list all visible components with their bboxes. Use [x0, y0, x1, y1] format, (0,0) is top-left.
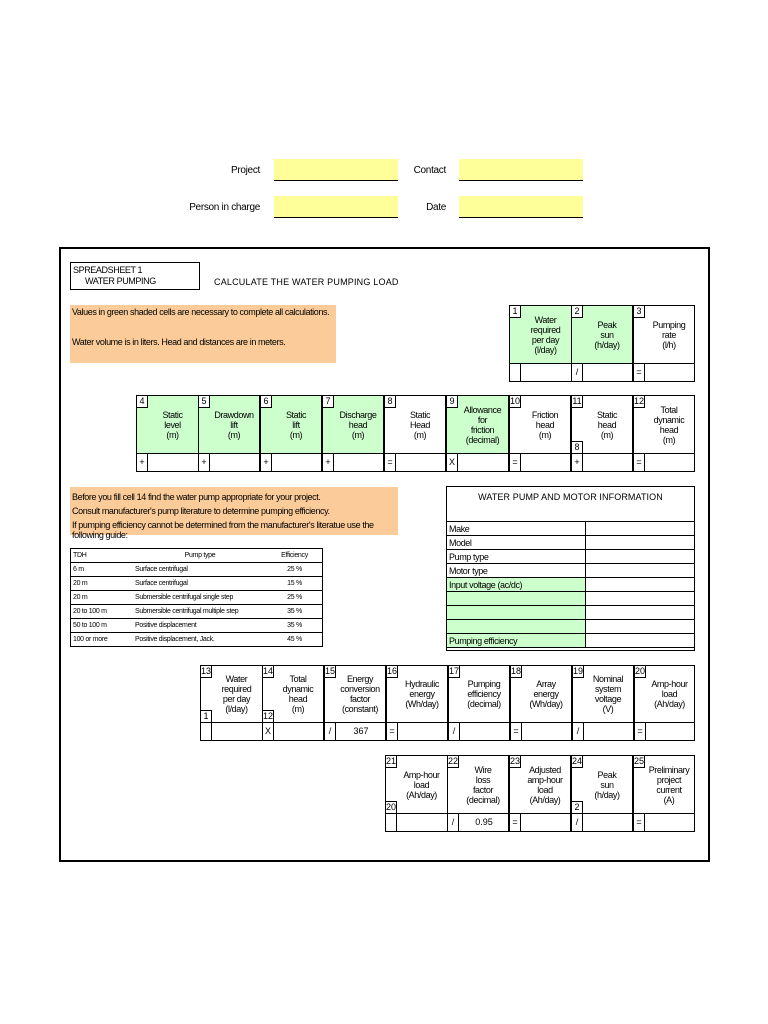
- row4-cell-21: [385, 755, 448, 814]
- row1-input-3[interactable]: [633, 363, 695, 382]
- row3-input-15[interactable]: [324, 722, 386, 741]
- pump-info-value[interactable]: [586, 592, 695, 606]
- row4-input-25[interactable]: [633, 813, 695, 832]
- project-input[interactable]: [274, 159, 398, 181]
- cell-reference-number: 2: [572, 801, 583, 813]
- guide-tdh: 20 to 100 m: [71, 605, 134, 619]
- row4-table: [385, 755, 694, 832]
- date-label: Date: [426, 202, 446, 213]
- cell-reference-number: 8: [572, 441, 583, 453]
- pump-info-value[interactable]: [586, 620, 695, 634]
- cell-label: Total dynamic head (m): [653, 404, 685, 445]
- cell-value: [647, 723, 694, 740]
- operator-sign: [510, 364, 521, 381]
- guide-efficiency: 15 %: [267, 577, 323, 591]
- guide-header-tdh: TDH: [71, 549, 134, 563]
- row3-input-19[interactable]: [572, 722, 634, 741]
- row4-input-21[interactable]: [385, 813, 448, 832]
- cell-label: Static head (m): [596, 409, 618, 440]
- cell-number: 18: [511, 666, 522, 676]
- note-units: Water volume is in liters. Head and distances are in meters.: [72, 337, 286, 347]
- cell-number: 14: [263, 666, 274, 676]
- row3-cell-18: [510, 665, 572, 723]
- operator-sign: =: [511, 723, 522, 740]
- cell-number: 11: [572, 396, 582, 406]
- guide-efficiency: 45 %: [267, 633, 323, 647]
- pump-info-label: Pump type: [447, 550, 586, 564]
- guide-efficiency: 25 %: [267, 563, 323, 577]
- table-row: [71, 563, 323, 577]
- pump-notes-box: [70, 487, 398, 540]
- pump-info-value[interactable]: [586, 536, 695, 550]
- row3-cell-20: [634, 665, 695, 723]
- pump-info-row: [447, 578, 694, 592]
- guide-tdh: 20 m: [71, 577, 134, 591]
- row2-cell-7: [322, 395, 384, 454]
- pump-info-label: Model: [447, 536, 586, 550]
- table-row: [71, 591, 323, 605]
- cell-number: 24: [572, 756, 583, 766]
- cell-reference-number: 20: [386, 802, 397, 812]
- operator-sign: /: [573, 723, 584, 740]
- cell-value: [584, 814, 632, 831]
- row3-input-16[interactable]: [386, 722, 448, 741]
- operator-sign: [386, 814, 397, 831]
- operator-sign: /: [448, 814, 459, 831]
- row1-cell-3: [633, 305, 695, 364]
- operator-sign: =: [510, 814, 521, 831]
- pump-info-row: [447, 536, 694, 550]
- cell-number: 9: [447, 396, 458, 408]
- guide-pumptype: Positive displacement: [133, 619, 267, 633]
- cell-number: 5: [199, 396, 210, 408]
- row2-input-6[interactable]: [260, 453, 322, 472]
- pump-info-row: [447, 592, 694, 606]
- pump-info-value[interactable]: [586, 578, 695, 592]
- spreadsheet-id-line2: WATER PUMPING: [85, 276, 156, 286]
- cell-number: 23: [510, 756, 521, 766]
- operator-sign: X: [447, 454, 458, 471]
- operator-sign: /: [572, 814, 583, 831]
- row2-cell-5: [198, 395, 260, 454]
- cell-label: Nominal system voltage (V): [592, 674, 624, 714]
- cell-label: Hydraulic energy (Wh/day): [405, 679, 439, 709]
- pump-info-row: [447, 564, 694, 578]
- cell-reference-number: 12: [263, 711, 274, 721]
- guide-tdh: 6 m: [71, 563, 134, 577]
- cell-label: Friction head (m): [531, 409, 559, 440]
- row1-table: [509, 305, 694, 382]
- cell-value: [461, 723, 509, 740]
- pump-info-value[interactable]: [586, 550, 695, 564]
- guide-pumptype: Positive displacement, Jack.: [133, 633, 267, 647]
- cell-label: Total dynamic head (m): [282, 674, 314, 714]
- pump-info-label: [447, 606, 586, 620]
- row3-input-18[interactable]: [510, 722, 572, 741]
- cell-value: 0.95: [475, 817, 493, 827]
- cell-number: 13: [201, 666, 212, 676]
- row3-input-14[interactable]: [262, 722, 324, 741]
- row4-cell-23: [509, 755, 571, 814]
- cell-label: Adjusted amp-hour load (Ah/day): [527, 764, 563, 805]
- pump-info-row: [447, 606, 694, 620]
- row3-cell-15: [324, 665, 386, 723]
- cell-label: Peak sun (h/day): [594, 769, 620, 800]
- cell-value: [585, 723, 633, 740]
- cell-number: 1: [510, 306, 521, 318]
- row4-cell-25: [633, 755, 695, 814]
- row4-input-22[interactable]: [447, 813, 509, 832]
- operator-sign: /: [572, 364, 583, 381]
- row2-input-5[interactable]: [198, 453, 260, 472]
- guide-efficiency: 25 %: [267, 591, 323, 605]
- row4-cell-24: [571, 755, 633, 814]
- guide-pumptype: Submersible centrifugal multiple step: [133, 605, 267, 619]
- cell-number: 20: [635, 666, 646, 676]
- row2-cell-11: [571, 395, 633, 454]
- cell-number: 12: [634, 396, 645, 406]
- operator-sign: =: [634, 364, 645, 381]
- cell-value: [522, 814, 570, 831]
- row2-input-12[interactable]: [633, 453, 695, 472]
- operator-sign: +: [261, 454, 272, 471]
- guide-header-row: [71, 549, 323, 563]
- table-row: [71, 605, 323, 619]
- note-green-cells: Values in green shaded cells are necessary to complete all calculations.: [72, 307, 330, 317]
- project-label: Project: [230, 165, 260, 176]
- cell-value: [398, 814, 447, 831]
- operator-sign: +: [199, 454, 210, 471]
- pump-info-label: Input voltage (ac/dc): [447, 578, 586, 592]
- cell-label: Static Head (m): [409, 409, 431, 440]
- cell-number: 7: [323, 396, 334, 408]
- operator-sign: [201, 723, 212, 740]
- contact-label: Contact: [413, 165, 446, 176]
- operator-sign: =: [635, 723, 646, 740]
- cell-value: 367: [353, 726, 369, 736]
- guide-pumptype: Surface centrifugal: [133, 563, 267, 577]
- cell-label: Water required per day (l/day): [221, 674, 252, 714]
- cell-label: Energy conversion factor (constant): [340, 674, 380, 714]
- pump-info-value[interactable]: [586, 634, 695, 648]
- guide-tdh: 50 to 100 m: [71, 619, 134, 633]
- cell-number: 4: [137, 396, 148, 408]
- pump-info-table: [446, 486, 695, 651]
- row2-cell-6: [260, 395, 322, 454]
- cell-label: Static lift (m): [285, 409, 307, 440]
- pump-info-row: [447, 522, 694, 536]
- cell-reference-number: 1: [201, 710, 212, 722]
- person-in-charge-input[interactable]: [274, 196, 398, 218]
- row1-cell-1: [509, 305, 572, 364]
- row3-input-13[interactable]: [200, 722, 263, 741]
- cell-number: 19: [573, 666, 584, 676]
- operator-sign: =: [387, 723, 398, 740]
- guide-tdh: 20 m: [71, 591, 134, 605]
- cell-number: 22: [448, 756, 459, 766]
- cell-label: Peak sun (h/day): [594, 319, 620, 350]
- cell-label: Pumping rate (l/h): [652, 319, 686, 350]
- row2-input-9[interactable]: [446, 453, 509, 472]
- cell-value: [399, 723, 447, 740]
- pump-note-2: Consult manufacturer's pump literature to determine pumping efficiency.: [72, 506, 330, 516]
- pump-info-rows: [447, 521, 694, 648]
- efficiency-guide-table: [70, 548, 323, 647]
- row4-cell-22: [447, 755, 509, 814]
- row2-cell-10: [509, 395, 571, 454]
- row3-cell-19: [572, 665, 634, 723]
- row2-cell-8: [384, 395, 446, 454]
- cell-number: 3: [634, 306, 645, 318]
- cell-number: 21: [386, 756, 397, 766]
- pump-info-value[interactable]: [586, 522, 695, 536]
- cell-label: Wire loss factor (decimal): [466, 764, 500, 805]
- spreadsheet-id-box: [70, 262, 200, 290]
- cell-number: 17: [449, 666, 460, 676]
- pump-note-3: If pumping efficiency cannot be determined from the manufacturer's literatue use the following guide:: [72, 520, 374, 540]
- row4-input-24[interactable]: [571, 813, 633, 832]
- row1-input-2[interactable]: [571, 363, 633, 382]
- cell-number: 16: [387, 666, 398, 676]
- pump-info-row: [447, 550, 694, 564]
- cell-label: Allowance for friction (decimal): [463, 404, 502, 445]
- guide-tdh: 100 or more: [71, 633, 134, 647]
- row2-input-4[interactable]: [136, 453, 199, 472]
- pump-info-label: Motor type: [447, 564, 586, 578]
- row3-table: [200, 665, 694, 741]
- row4-input-23[interactable]: [509, 813, 571, 832]
- cell-label: Pumping efficiency (decimal): [467, 679, 501, 709]
- operator-sign: +: [572, 454, 583, 471]
- pump-info-label: Make: [447, 522, 586, 536]
- pump-info-value[interactable]: [586, 564, 695, 578]
- operator-sign: +: [137, 454, 148, 471]
- cell-label: Amp-hour load (Ah/day): [651, 679, 688, 709]
- guide-efficiency: 35 %: [267, 605, 323, 619]
- notes-box: [70, 305, 336, 363]
- operator-sign: =: [634, 814, 645, 831]
- pump-note-1: Before you fill cell 14 find the water pump appropriate for your project.: [72, 492, 321, 502]
- row2-input-8[interactable]: [384, 453, 446, 472]
- sheet-title: CALCULATE THE WATER PUMPING LOAD: [214, 277, 399, 287]
- person-in-charge-label: Person in charge: [189, 202, 260, 213]
- row2-cell-4: [136, 395, 199, 454]
- row2-cell-9: [446, 395, 509, 454]
- operator-sign: =: [634, 454, 645, 471]
- cell-label: Drawdown lift (m): [214, 409, 254, 440]
- guide-header-efficiency: Efficiency: [267, 549, 323, 563]
- cell-label: Discharge head (m): [339, 409, 377, 440]
- contact-input[interactable]: [459, 159, 583, 181]
- row3-cell-16: [386, 665, 448, 723]
- cell-number: 2: [572, 306, 583, 318]
- row3-cell-17: [448, 665, 510, 723]
- cell-number: 6: [261, 396, 272, 408]
- guide-pumptype: Submersible centrifugal single step: [133, 591, 267, 605]
- pump-info-row: [447, 620, 694, 634]
- date-input[interactable]: [459, 196, 583, 218]
- table-row: [71, 619, 323, 633]
- guide-efficiency: 35 %: [267, 619, 323, 633]
- row3-input-20[interactable]: [634, 722, 695, 741]
- pump-info-label: [447, 620, 586, 634]
- operator-sign: =: [385, 454, 396, 471]
- cell-label: Preliminary project current (A): [648, 764, 690, 805]
- cell-value: [646, 814, 694, 831]
- pump-info-value[interactable]: [586, 606, 695, 620]
- row1-input-1[interactable]: [509, 363, 572, 382]
- operator-sign: /: [449, 723, 460, 740]
- cell-number: 25: [634, 756, 645, 766]
- cell-value: [275, 723, 323, 740]
- pump-info-label: [447, 592, 586, 606]
- operator-sign: +: [323, 454, 334, 471]
- spreadsheet-id-line1: SPREADSHEET 1: [73, 265, 143, 275]
- guide-header-pumptype: Pump type: [133, 549, 267, 563]
- row2-input-10[interactable]: [509, 453, 571, 472]
- pump-info-row: [447, 634, 694, 648]
- row2-table: [136, 395, 694, 472]
- row2-input-7[interactable]: [322, 453, 384, 472]
- table-row: [71, 633, 323, 647]
- cell-label: Water required per day (l/day): [530, 314, 561, 355]
- row1-cell-2: [571, 305, 633, 364]
- cell-number: 15: [325, 666, 336, 676]
- cell-label: Static level (m): [162, 409, 183, 440]
- cell-number: 10: [510, 396, 521, 406]
- cell-label: Amp-hour load (Ah/day): [403, 769, 440, 800]
- row3-cell-13: [200, 665, 263, 723]
- table-row: [71, 577, 323, 591]
- cell-value: [523, 723, 571, 740]
- cell-value: [213, 723, 262, 740]
- guide-pumptype: Surface centrifugal: [133, 577, 267, 591]
- pump-info-label: Pumping efficiency: [447, 634, 586, 648]
- row2-input-11[interactable]: [571, 453, 633, 472]
- operator-sign: =: [510, 454, 521, 471]
- cell-label: Array energy (Wh/day): [529, 679, 563, 709]
- row3-input-17[interactable]: [448, 722, 510, 741]
- pump-info-title: WATER PUMP AND MOTOR INFORMATION: [478, 492, 663, 502]
- operator-sign: X: [263, 723, 274, 740]
- row3-cell-14: [262, 665, 324, 723]
- operator-sign: /: [325, 723, 336, 740]
- row2-cell-12: [633, 395, 695, 454]
- cell-number: 8: [385, 396, 396, 408]
